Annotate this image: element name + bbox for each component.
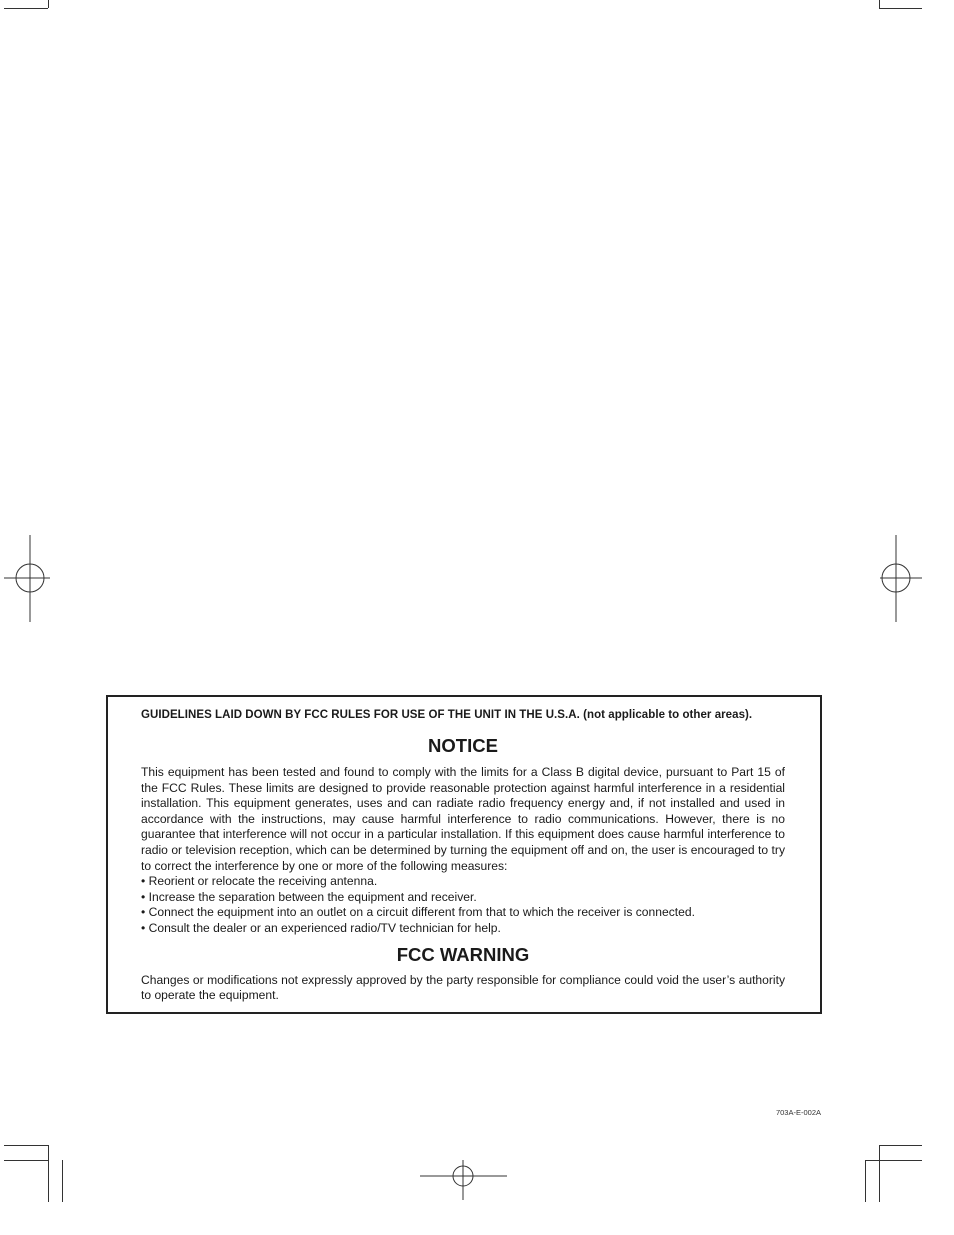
crop-mark-bottom-left: [4, 1145, 63, 1202]
crop-mark-top-right: [879, 0, 922, 9]
notice-body-text: This equipment has been tested and found to comply with the limits for a Class B digital device, pursuant to Part 15 of the FCC Rules. These limits are designed to provide reasonable protection against harmful interference in a residential installation. This equipment generates, uses and can radiate radio frequency energy and, if not installed and used in accordance with the instructions, may cause harmful interference to radio communications. However, there is no guarantee that interference will not occur in a particular installation. If this equipment does cause harmful interference to radio or television reception, which can be determined by turning the equipment off and on, the user is encouraged to try to correct the interference by one or more of the following measures:: [141, 765, 785, 873]
measure-item: • Increase the separation between the equipment and receiver.: [141, 890, 785, 906]
measure-item: • Reorient or relocate the receiving antenna.: [141, 874, 785, 890]
registration-mark-left: [4, 535, 50, 622]
crop-mark-top-left: [4, 0, 49, 9]
document-code: 703A-E-002A: [775, 1108, 821, 1117]
fcc-guidelines-line: GUIDELINES LAID DOWN BY FCC RULES FOR USE OF THE UNIT IN THE U.S.A. (not applicable to other areas).: [141, 709, 753, 721]
fcc-notice-box: [106, 695, 822, 1014]
registration-mark-bottom-center: [420, 1160, 507, 1200]
registration-mark-right: [880, 535, 922, 622]
measure-item: • Consult the dealer or an experienced radio/TV technician for help.: [141, 921, 785, 937]
fcc-warning-heading: FCC WARNING: [396, 943, 530, 965]
notice-heading: NOTICE: [428, 735, 498, 756]
fcc-warning-body-text: Changes or modifications not expressly approved by the party responsible for compliance could void the user’s authority to operate the equipment.: [141, 972, 785, 1003]
measure-item: • Connect the equipment into an outlet on a circuit different from that to which the receiver is connected.: [141, 905, 785, 921]
crop-mark-bottom-right: [865, 1145, 922, 1202]
interference-measures-list: [141, 874, 785, 936]
